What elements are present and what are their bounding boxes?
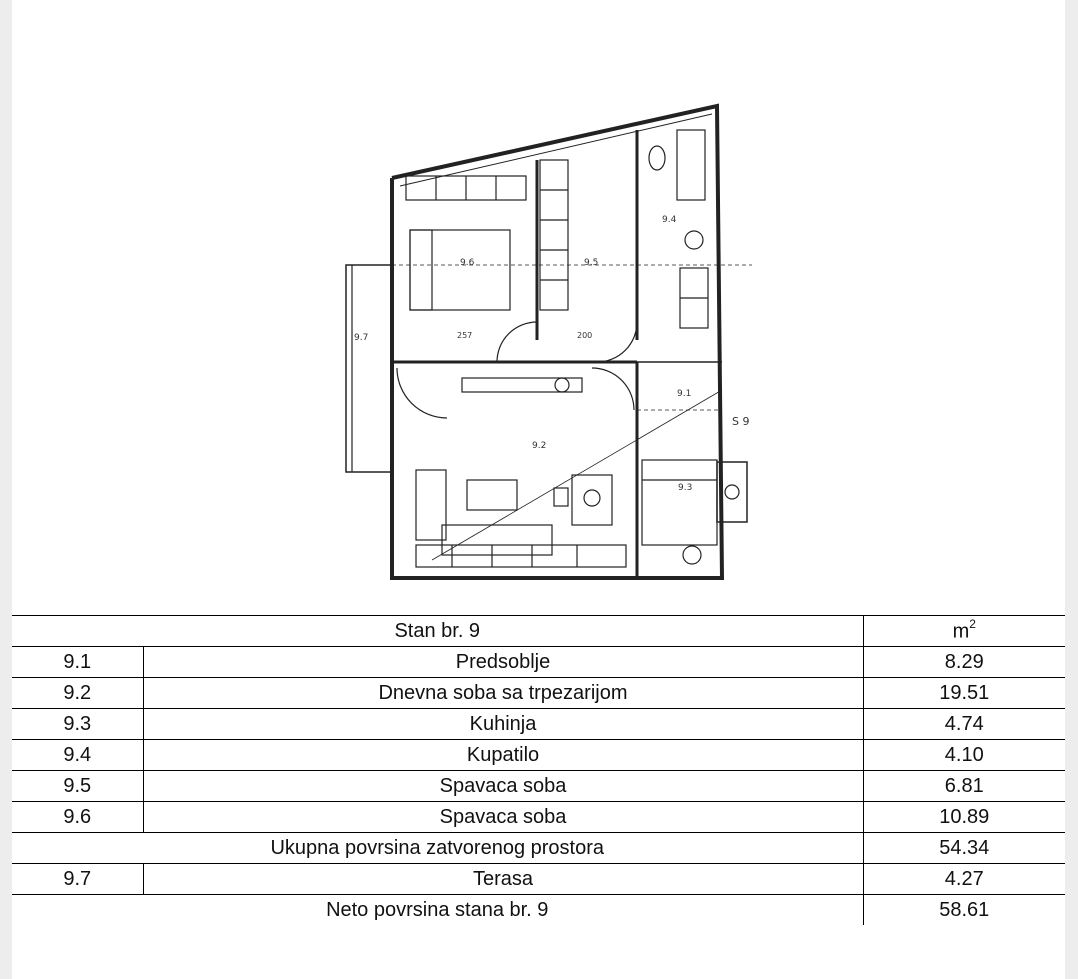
table-header-row: [12, 616, 1065, 647]
enclosed-total-area: 54.34: [863, 833, 1065, 864]
net-total-label: Neto povrsina stana br. 9: [326, 898, 549, 921]
room-id: 9.4: [12, 740, 143, 771]
document-page: [12, 0, 1065, 979]
floor-plan-drawing: [332, 100, 772, 595]
room-area: 19.51: [863, 678, 1065, 709]
unit-superscript: 2: [969, 616, 976, 631]
room-id: 9.3: [12, 709, 143, 740]
unit-label: m: [952, 620, 970, 643]
label-9-4: 9.4: [662, 215, 677, 225]
label-9-5: 9.5: [584, 258, 599, 268]
label-9-6: 9.6: [460, 258, 475, 268]
room-id: 9.6: [12, 802, 143, 833]
net-total-row: [12, 895, 1065, 926]
room-area: 8.29: [863, 647, 1065, 678]
room-name: Spavaca soba: [143, 802, 863, 833]
table-row: [12, 709, 1065, 740]
terrace-row: [12, 864, 1065, 895]
room-area: 6.81: [863, 771, 1065, 802]
label-9-2: 9.2: [532, 441, 547, 451]
room-area: 4.74: [863, 709, 1065, 740]
table-title: Stan br. 9: [12, 616, 863, 647]
net-total-area: 58.61: [863, 895, 1065, 926]
room-name: Dnevna soba sa trpezarijom: [143, 678, 863, 709]
table-row: [12, 647, 1065, 678]
room-id: 9.5: [12, 771, 143, 802]
room-name: Predsoblje: [143, 647, 863, 678]
floor-plan: [332, 100, 772, 595]
room-name: Terasa: [143, 864, 863, 895]
table-row: [12, 802, 1065, 833]
table-row: [12, 771, 1065, 802]
label-9-7: 9.7: [354, 333, 369, 343]
room-id: 9.1: [12, 647, 143, 678]
room-name: Spavaca soba: [143, 771, 863, 802]
room-area: 4.10: [863, 740, 1065, 771]
enclosed-total-label: Ukupna povrsina zatvorenog prostora: [12, 833, 863, 864]
area-table: [12, 615, 1065, 925]
room-id: 9.2: [12, 678, 143, 709]
unit-header: [863, 616, 1065, 647]
room-id: 9.7: [12, 864, 143, 895]
label-9-1: 9.1: [677, 389, 692, 399]
enclosed-total-row: [12, 833, 1065, 864]
room-area: 10.89: [863, 802, 1065, 833]
dim-257: 257: [457, 331, 473, 340]
room-area: 4.27: [863, 864, 1065, 895]
table-row: [12, 678, 1065, 709]
dim-200: 200: [577, 331, 593, 340]
room-name: Kupatilo: [143, 740, 863, 771]
label-stair-s9: S 9: [732, 415, 750, 428]
label-9-3: 9.3: [678, 483, 693, 493]
table-row: [12, 740, 1065, 771]
room-name: Kuhinja: [143, 709, 863, 740]
